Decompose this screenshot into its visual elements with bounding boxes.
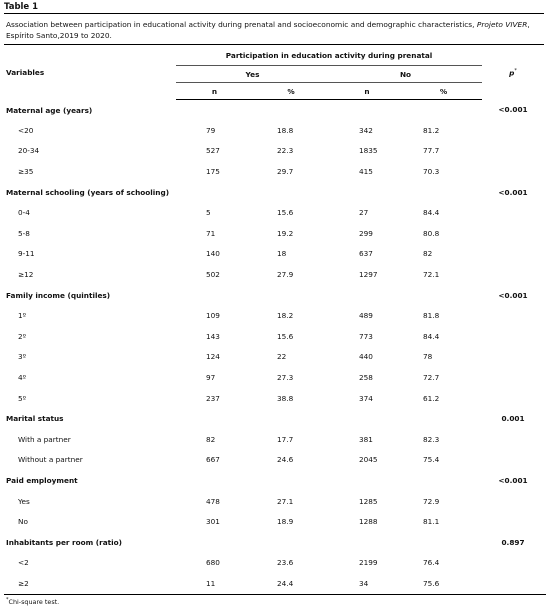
cell-no-n: 440 bbox=[359, 352, 373, 362]
cell-no-pct: 84.4 bbox=[423, 331, 440, 341]
cell-no-n: 2045 bbox=[359, 455, 378, 465]
header-no-n: n bbox=[329, 83, 405, 100]
cell-no-pct: 82 bbox=[423, 249, 433, 259]
cell-yes-n: 79 bbox=[206, 125, 216, 135]
cell-no-pct: 84.4 bbox=[423, 208, 440, 218]
cell-yes-n: 124 bbox=[206, 352, 220, 362]
header-p-mark: * bbox=[514, 67, 517, 74]
section-title: Marital status bbox=[6, 414, 64, 424]
section-p-value: <0.001 bbox=[498, 187, 528, 197]
row-label: 3º bbox=[18, 352, 27, 362]
cell-no-n: 342 bbox=[359, 125, 373, 135]
cell-yes-pct: 24.6 bbox=[277, 455, 294, 465]
section-p-value: 0.897 bbox=[501, 537, 525, 547]
cell-yes-n: 143 bbox=[206, 331, 220, 341]
section-row bbox=[4, 408, 544, 429]
row-label: 0-4 bbox=[18, 208, 30, 218]
cell-no-pct: 77.7 bbox=[423, 146, 440, 156]
section-title: Maternal schooling (years of schooling) bbox=[6, 187, 170, 197]
row-label: 2º bbox=[18, 331, 27, 341]
cell-yes-pct: 27.3 bbox=[277, 373, 294, 383]
row-label: 1º bbox=[18, 311, 27, 321]
table-row bbox=[4, 223, 544, 244]
cell-p-empty bbox=[482, 264, 544, 285]
cell-yes-n: 680 bbox=[206, 558, 220, 568]
row-label: 9-11 bbox=[18, 249, 35, 259]
cell-no-n: 1297 bbox=[359, 270, 378, 280]
table-row bbox=[4, 367, 544, 388]
cell-yes-pct: 15.6 bbox=[277, 208, 294, 218]
row-label: No bbox=[18, 517, 28, 527]
cell-no-pct: 76.4 bbox=[423, 558, 440, 568]
cell-yes-n: 175 bbox=[206, 167, 220, 177]
cell-yes-n: 140 bbox=[206, 249, 220, 259]
cell-p-empty bbox=[482, 367, 544, 388]
cell-yes-n: 667 bbox=[206, 455, 220, 465]
row-label: 5-8 bbox=[18, 228, 30, 238]
cell-p-empty bbox=[482, 161, 544, 182]
cell-no-n: 773 bbox=[359, 331, 373, 341]
header-group: Participation in education activity during prenatal bbox=[176, 45, 482, 66]
table-row bbox=[4, 141, 544, 162]
table-row bbox=[4, 553, 544, 574]
header-no: No bbox=[329, 66, 482, 83]
table-row bbox=[4, 161, 544, 182]
table-row bbox=[4, 491, 544, 512]
section-title: Inhabitants per room (ratio) bbox=[6, 537, 123, 547]
cell-yes-pct: 22 bbox=[277, 352, 287, 362]
cell-no-pct: 72.7 bbox=[423, 373, 440, 383]
table-row bbox=[4, 305, 544, 326]
table-row bbox=[4, 388, 544, 409]
section-row bbox=[4, 182, 544, 203]
row-label: 4º bbox=[18, 373, 27, 383]
section-row bbox=[4, 532, 544, 553]
table-row bbox=[4, 120, 544, 141]
table-row bbox=[4, 450, 544, 471]
table-row bbox=[4, 347, 544, 368]
cell-yes-pct: 15.6 bbox=[277, 331, 294, 341]
cell-yes-n: 97 bbox=[206, 373, 216, 383]
cell-yes-pct: 18.2 bbox=[277, 311, 294, 321]
cell-p-empty bbox=[482, 553, 544, 574]
cell-no-pct: 61.2 bbox=[423, 393, 440, 403]
section-row bbox=[4, 285, 544, 306]
row-label: 20-34 bbox=[18, 146, 40, 156]
cell-yes-n: 109 bbox=[206, 311, 220, 321]
cell-p-empty bbox=[482, 120, 544, 141]
caption-text-1: Association between participation in educational activity during prenatal and socioeconomic and demographic characteristics, bbox=[6, 20, 477, 29]
section-p-value: <0.001 bbox=[498, 475, 528, 485]
section-title: Family income (quintiles) bbox=[6, 290, 111, 300]
cell-no-pct: 75.6 bbox=[423, 578, 440, 588]
cell-yes-n: 478 bbox=[206, 496, 220, 506]
cell-no-n: 1285 bbox=[359, 496, 378, 506]
header-p-cell bbox=[482, 45, 544, 100]
row-label: ≥12 bbox=[18, 270, 34, 280]
cell-no-n: 1288 bbox=[359, 517, 378, 527]
cell-p-empty bbox=[482, 244, 544, 265]
cell-yes-pct: 18.8 bbox=[277, 125, 294, 135]
cell-yes-pct: 19.2 bbox=[277, 228, 294, 238]
cell-yes-pct: 27.9 bbox=[277, 270, 294, 280]
header-p: p bbox=[509, 67, 515, 77]
row-label: ≥2 bbox=[18, 578, 29, 588]
row-label: 5º bbox=[18, 393, 27, 403]
caption-italic: Projeto VIVER bbox=[476, 20, 528, 29]
cell-no-n: 374 bbox=[359, 393, 373, 403]
section-title: Paid employment bbox=[6, 475, 78, 485]
cell-no-n: 2199 bbox=[359, 558, 378, 568]
cell-no-n: 415 bbox=[359, 167, 373, 177]
cell-no-pct: 82.3 bbox=[423, 434, 440, 444]
cell-yes-n: 71 bbox=[206, 228, 216, 238]
section-p-value: <0.001 bbox=[498, 290, 528, 300]
cell-no-pct: 81.8 bbox=[423, 311, 440, 321]
cell-yes-n: 237 bbox=[206, 393, 220, 403]
section-p-value: <0.001 bbox=[498, 105, 528, 115]
cell-yes-n: 301 bbox=[206, 517, 220, 527]
row-label: Without a partner bbox=[18, 455, 83, 465]
cell-yes-pct: 27.1 bbox=[277, 496, 294, 506]
header-no-pct: % bbox=[405, 83, 482, 100]
row-label: <2 bbox=[18, 558, 29, 568]
cell-yes-n: 5 bbox=[206, 208, 211, 218]
row-label: ≥35 bbox=[18, 167, 34, 177]
table-row bbox=[4, 511, 544, 532]
cell-p-empty bbox=[482, 141, 544, 162]
cell-no-n: 489 bbox=[359, 311, 373, 321]
cell-no-pct: 78 bbox=[423, 352, 433, 362]
cell-no-n: 1835 bbox=[359, 146, 378, 156]
header-yes: Yes bbox=[176, 66, 329, 83]
cell-no-n: 381 bbox=[359, 434, 373, 444]
header-variables: Variables bbox=[4, 45, 176, 100]
section-row bbox=[4, 100, 544, 121]
cell-no-n: 637 bbox=[359, 249, 373, 259]
row-label: <20 bbox=[18, 125, 34, 135]
cell-yes-pct: 23.6 bbox=[277, 558, 294, 568]
cell-yes-n: 502 bbox=[206, 270, 220, 280]
cell-p-empty bbox=[482, 223, 544, 244]
table-row bbox=[4, 326, 544, 347]
section-p-value: 0.001 bbox=[501, 414, 525, 424]
row-label: With a partner bbox=[18, 434, 71, 444]
cell-p-empty bbox=[482, 347, 544, 368]
cell-yes-n: 11 bbox=[206, 578, 216, 588]
cell-yes-pct: 18 bbox=[277, 249, 287, 259]
cell-p-empty bbox=[482, 202, 544, 223]
caption-text-2: , Espírito Santo,2019 to 2020. bbox=[6, 20, 530, 40]
table-row bbox=[4, 429, 544, 450]
table-footnote bbox=[4, 594, 546, 606]
cell-p-empty bbox=[482, 573, 544, 594]
table-row bbox=[4, 202, 544, 223]
cell-yes-pct: 29.7 bbox=[277, 167, 294, 177]
table-caption bbox=[4, 14, 544, 44]
row-label: Yes bbox=[18, 496, 30, 506]
cell-yes-pct: 18.9 bbox=[277, 517, 294, 527]
cell-no-n: 299 bbox=[359, 228, 373, 238]
table-row bbox=[4, 264, 544, 285]
section-row bbox=[4, 470, 544, 491]
cell-no-pct: 72.1 bbox=[423, 270, 440, 280]
cell-no-pct: 80.8 bbox=[423, 228, 440, 238]
cell-yes-pct: 22.3 bbox=[277, 146, 294, 156]
cell-p-empty bbox=[482, 491, 544, 512]
header-yes-pct: % bbox=[253, 83, 329, 100]
cell-p-empty bbox=[482, 450, 544, 471]
cell-yes-n: 82 bbox=[206, 434, 216, 444]
cell-no-n: 27 bbox=[359, 208, 369, 218]
cell-p-empty bbox=[482, 305, 544, 326]
cell-p-empty bbox=[482, 326, 544, 347]
table-row bbox=[4, 573, 544, 594]
section-title: Maternal age (years) bbox=[6, 105, 93, 115]
cell-yes-pct: 17.7 bbox=[277, 434, 294, 444]
cell-p-empty bbox=[482, 511, 544, 532]
cell-yes-pct: 24.4 bbox=[277, 578, 294, 588]
cell-p-empty bbox=[482, 388, 544, 409]
cell-p-empty bbox=[482, 429, 544, 450]
table-label: Table 1 bbox=[4, 0, 544, 14]
header-yes-n: n bbox=[176, 83, 253, 100]
cell-no-n: 258 bbox=[359, 373, 373, 383]
cell-no-pct: 81.1 bbox=[423, 517, 440, 527]
data-table bbox=[4, 44, 544, 594]
cell-yes-n: 527 bbox=[206, 146, 220, 156]
table-row bbox=[4, 244, 544, 265]
cell-no-pct: 81.2 bbox=[423, 125, 440, 135]
footnote-mark: * bbox=[6, 596, 9, 603]
cell-yes-pct: 38.8 bbox=[277, 393, 294, 403]
footnote-text: Chi-square test. bbox=[8, 597, 60, 606]
cell-no-n: 34 bbox=[359, 578, 369, 588]
cell-no-pct: 72.9 bbox=[423, 496, 440, 506]
cell-no-pct: 75.4 bbox=[423, 455, 440, 465]
cell-no-pct: 70.3 bbox=[423, 167, 440, 177]
